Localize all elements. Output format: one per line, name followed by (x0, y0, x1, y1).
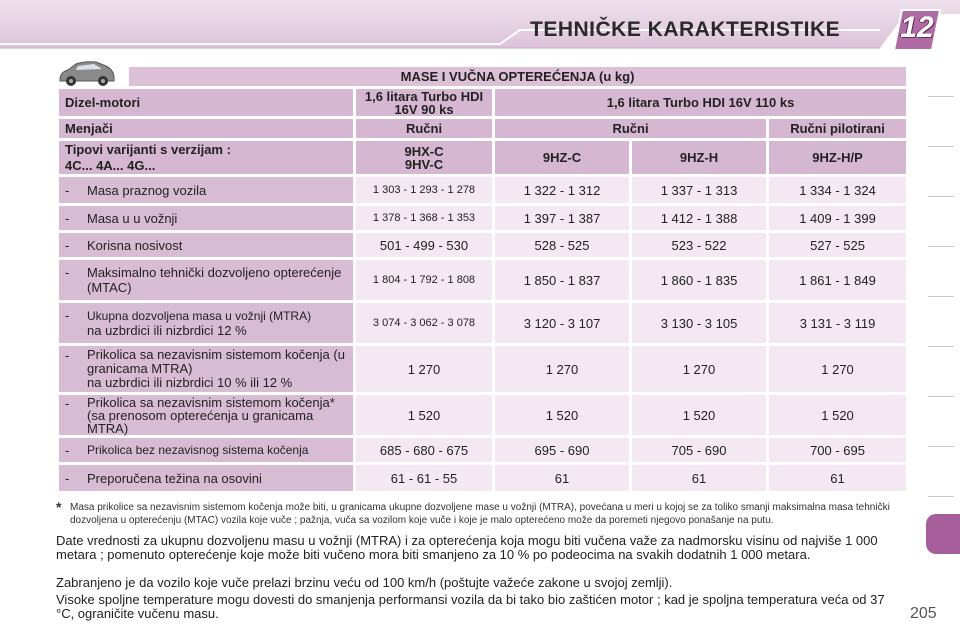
gearbox-label: Menjači (59, 119, 353, 138)
table-cell: 1 270 (632, 346, 766, 392)
variants-label-line2: 4C... 4A... 4G... (65, 157, 156, 173)
row-label-text: Korisna nosivost (87, 237, 183, 253)
page-header (0, 0, 960, 52)
table-cell: 1 270 (495, 346, 629, 392)
chapter-tab-strip (924, 58, 960, 558)
row-label (59, 206, 353, 230)
table-cell: 1 520 (356, 395, 492, 435)
table-cell: 3 130 - 3 105 (632, 303, 766, 343)
variant-2: 9HZ-C (495, 141, 629, 174)
row-label-text: Prikolica sa nezavisnim sistemom kočenja* (sa prenosom opterećenja u granicama MTRA) (87, 394, 335, 436)
row-dash: - (65, 395, 70, 411)
tab-divider (928, 346, 954, 347)
table-cell: 1 303 - 1 293 - 1 278 (356, 177, 492, 203)
gearbox-b: Ručni (495, 119, 766, 138)
row-label (59, 303, 353, 343)
gearbox-c: Ručni pilotirani (769, 119, 906, 138)
table-row (59, 206, 906, 230)
table-cell: 1 860 - 1 835 (632, 260, 766, 300)
table-row (59, 303, 906, 343)
engine-a: 1,6 litara Turbo HDI 16V 90 ks (356, 89, 492, 116)
table-cell: 1 520 (495, 395, 629, 435)
row-label-text: Masa praznog vozila (87, 182, 207, 198)
row-dash: - (65, 348, 70, 363)
table-cell: 3 074 - 3 062 - 3 078 (356, 303, 492, 343)
table-cell: 523 - 522 (632, 233, 766, 257)
tab-divider (928, 196, 954, 197)
table-cell: 501 - 499 - 530 (356, 233, 492, 257)
tab-divider (928, 496, 954, 497)
variant-3: 9HZ-H (632, 141, 766, 174)
table-cell: 528 - 525 (495, 233, 629, 257)
table-cell: 61 - 61 - 55 (356, 465, 492, 491)
table-cell: 1 378 - 1 368 - 1 353 (356, 206, 492, 230)
variant-1-line2: 9HV-C (404, 156, 444, 172)
active-chapter-tab (926, 514, 960, 554)
table-cell: 1 334 - 1 324 (769, 177, 906, 203)
table-cell: 1 850 - 1 837 (495, 260, 629, 300)
table-row (59, 438, 906, 462)
row-label-text: Preporučena težina na osovini (87, 470, 262, 486)
table-cell: 1 270 (356, 346, 492, 392)
mass-table (56, 64, 909, 494)
table-caption-spacer (59, 67, 126, 86)
row-label-subtext: na uzbrdici ili nizbrdici 10 % ili 12 % (87, 375, 293, 390)
footnote (56, 501, 906, 527)
table-cell: 1 270 (769, 346, 906, 392)
row-dash: - (65, 265, 70, 280)
table-row (59, 177, 906, 203)
footnote-text: Masa prikolice sa nezavisnim sistemom kočenja može biti, u granicama ukupne dozvoljene mase u vožnji (MTRA), povećana u meri u kojoj se za toliko smanji maksimalna masa tehnički dozvoljena u opterećenju (MTAC) vozila koje vuče ; pažnja, vuča sa vozilom koje vuče i koje je malo opterećeno može da poremeti njegovo ponašanje na putu. (70, 502, 890, 526)
table-cell: 61 (632, 465, 766, 491)
table-cell: 705 - 690 (632, 438, 766, 462)
row-label-text: Ukupna dozvoljena masa u vožnji (MTRA) (87, 309, 312, 323)
tab-divider (928, 396, 954, 397)
table-cell: 1 804 - 1 792 - 1 808 (356, 260, 492, 300)
variant-4: 9HZ-H/P (769, 141, 906, 174)
engine-label: Dizel-motori (59, 89, 353, 116)
row-label (59, 465, 353, 491)
variant-1 (356, 141, 492, 174)
table-row (59, 346, 906, 392)
row-dash: - (65, 237, 70, 253)
table-cell: 61 (495, 465, 629, 491)
variant-1-line1: 9HX-C (404, 143, 444, 159)
table-cell: 1 520 (769, 395, 906, 435)
tab-divider (928, 446, 954, 447)
row-label (59, 177, 353, 203)
table-cell: 3 120 - 3 107 (495, 303, 629, 343)
table-cell: 1 397 - 1 387 (495, 206, 629, 230)
row-dash: - (65, 308, 70, 323)
tab-divider (928, 246, 954, 247)
table-cell: 1 409 - 1 399 (769, 206, 906, 230)
table-caption: MASE I VUČNA OPTEREĆENJA (u kg) (129, 67, 906, 86)
table-cell: 1 520 (632, 395, 766, 435)
engine-b: 1,6 litara Turbo HDI 16V 110 ks (495, 89, 906, 116)
row-dash: - (65, 442, 70, 458)
table-cell: 61 (769, 465, 906, 491)
row-dash: - (65, 210, 70, 226)
table-cell: 1 412 - 1 388 (632, 206, 766, 230)
row-label (59, 233, 353, 257)
tab-divider (928, 296, 954, 297)
table-row (59, 260, 906, 300)
row-label (59, 395, 353, 435)
row-label-subtext: na uzbrdici ili nizbrdici 12 % (87, 323, 247, 338)
paragraph-altitude: Date vrednosti za ukupnu dozvoljenu masu u vožnji (MTRA) i za opterećenja koja mogu biti vučena važe za nadmorsku visinu od najviše 1 000 metara ; pomenuto opterećenje koje može biti vučeno mora biti smanjeno za 10 % po podeocima na svakih dodatnih 1 000 metara. (56, 533, 878, 562)
variants-label (59, 141, 353, 174)
page-number: 205 (910, 605, 937, 622)
row-label-text: Masa u u vožnji (87, 210, 178, 226)
table-cell: 685 - 680 - 675 (356, 438, 492, 462)
footnote-star: * (56, 499, 62, 515)
chapter-number: 12 (900, 11, 934, 44)
table-cell: 1 322 - 1 312 (495, 177, 629, 203)
row-dash: - (65, 470, 70, 486)
table-cell: 527 - 525 (769, 233, 906, 257)
table-row (59, 395, 906, 435)
variants-label-line1: Tipovi varijanti s verzijam : (65, 141, 231, 157)
table-cell: 695 - 690 (495, 438, 629, 462)
page-title: TEHNIČKE KARAKTERISTIKE (530, 18, 841, 41)
table-cell: 700 - 695 (769, 438, 906, 462)
row-label-text: Prikolica bez nezavisnog sistema kočenja (87, 442, 309, 457)
row-label (59, 260, 353, 300)
tab-divider (928, 96, 954, 97)
row-label-text: Maksimalno tehnički dozvoljeno opterećenje (MTAC) (87, 265, 342, 295)
gearbox-a: Ručni (356, 119, 492, 138)
table-row (59, 233, 906, 257)
row-label (59, 438, 353, 462)
tab-divider (928, 146, 954, 147)
chapter-badge (892, 8, 942, 52)
row-label-text: Prikolica sa nezavisnim sistemom kočenja (u granicama MTRA) (87, 347, 345, 376)
paragraph-speed: Zabranjeno je da vozilo koje vuče prelazi brzinu veću od 100 km/h (poštujte važeće zakone u svojoj zemlji). (56, 575, 673, 590)
table-row (59, 465, 906, 491)
table-cell: 1 861 - 1 849 (769, 260, 906, 300)
row-label (59, 346, 353, 392)
table-cell: 3 131 - 3 119 (769, 303, 906, 343)
table-cell: 1 337 - 1 313 (632, 177, 766, 203)
paragraph-temperature: Visoke spoljne temperature mogu dovesti do smanjenja performansi vozila da bi tako bio zaštićen motor ; kad je spoljna temperatura veća od 37 °C, ograničite vučenu masu. (56, 592, 885, 621)
row-dash: - (65, 182, 70, 198)
